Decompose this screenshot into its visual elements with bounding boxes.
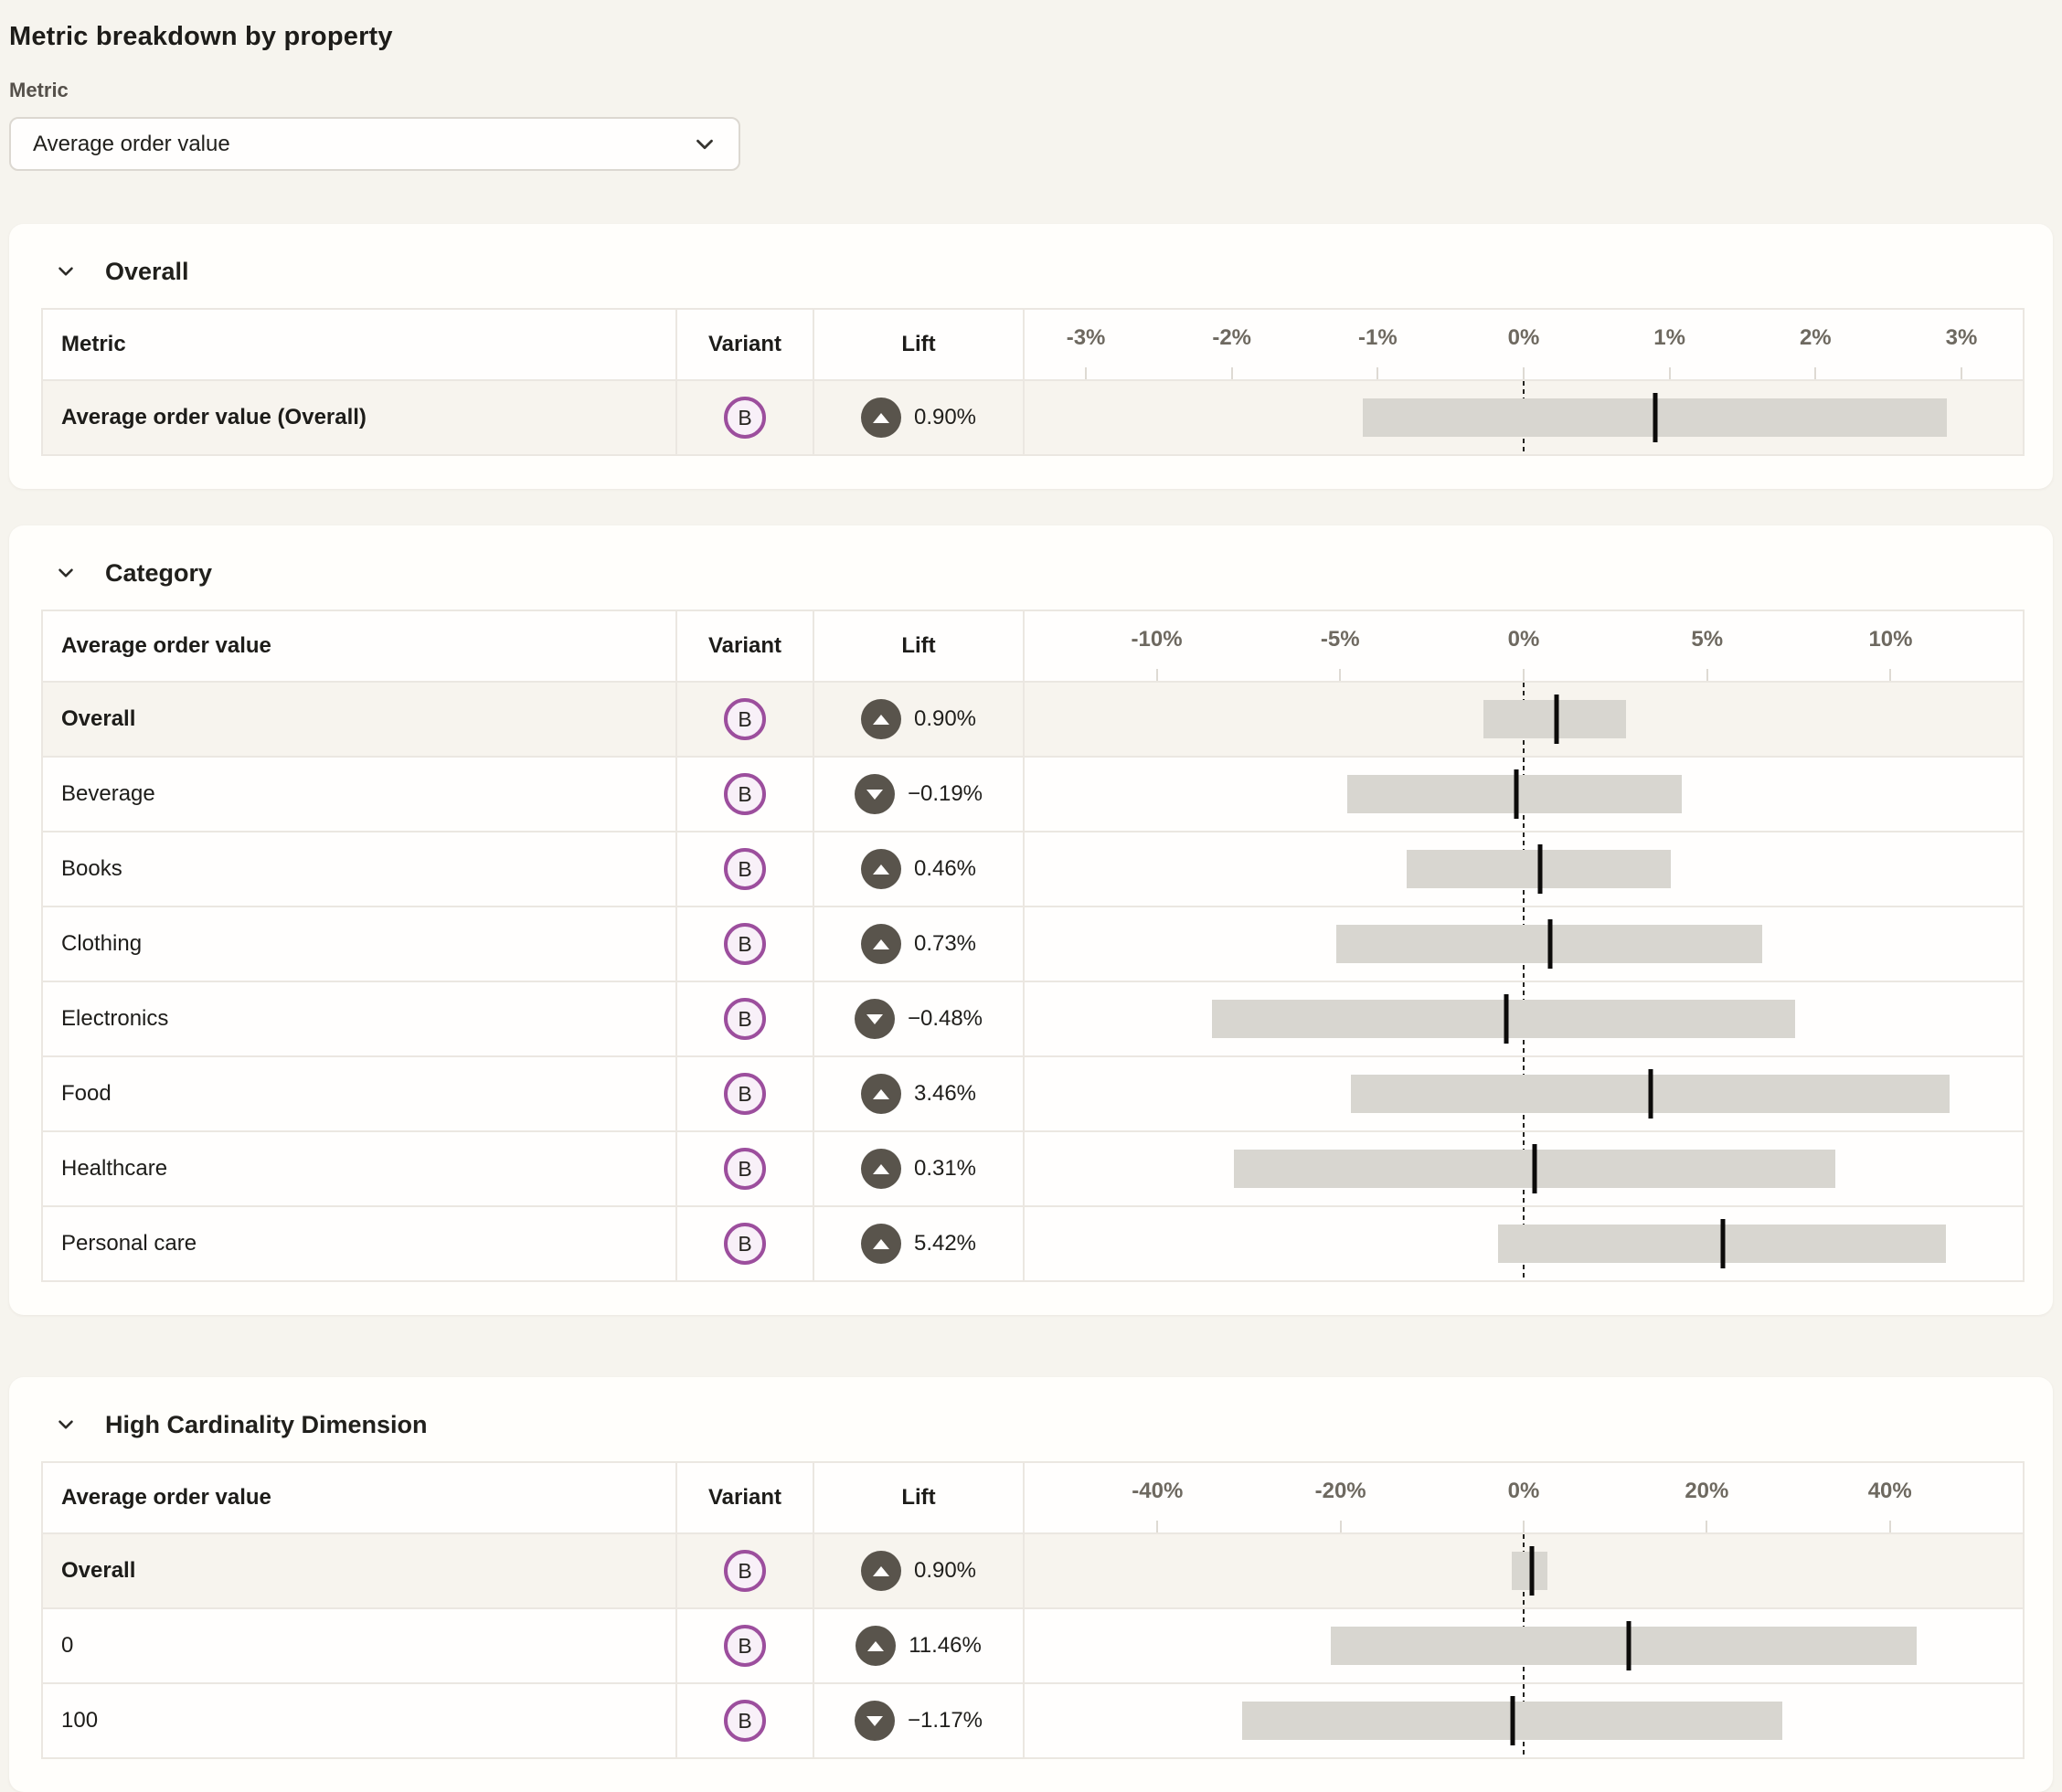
axis-tick-label: 3% bbox=[1945, 325, 1978, 350]
lift-cell bbox=[813, 381, 1023, 454]
variant-badge: B bbox=[724, 848, 766, 890]
ci-chart-cell bbox=[1023, 1207, 2023, 1280]
lift-value: −0.19% bbox=[907, 781, 983, 806]
ci-chart-cell bbox=[1023, 683, 2023, 756]
axis-tick-label: 20% bbox=[1685, 1479, 1729, 1503]
axis-tick-mark bbox=[1889, 1521, 1891, 1532]
variant-cell bbox=[675, 381, 813, 454]
chart-axis-header bbox=[1023, 1463, 2023, 1532]
variant-cell bbox=[675, 683, 813, 756]
table-row bbox=[43, 981, 2023, 1055]
lift-cell bbox=[813, 758, 1023, 831]
estimate-tick bbox=[1626, 1621, 1631, 1670]
axis-tick-mark bbox=[1961, 367, 1962, 379]
lift-up-icon bbox=[861, 1551, 901, 1591]
triangle-up-icon bbox=[873, 939, 889, 949]
lift-cell bbox=[813, 1684, 1023, 1757]
lift-cell bbox=[813, 1609, 1023, 1682]
estimate-tick bbox=[1555, 695, 1559, 744]
table-header-row bbox=[43, 1463, 2023, 1532]
axis-tick-mark bbox=[1340, 1521, 1342, 1532]
variant-cell bbox=[675, 1207, 813, 1280]
variant-badge: B bbox=[724, 1223, 766, 1265]
lift-cell bbox=[813, 1207, 1023, 1280]
metrics-table bbox=[41, 1461, 2025, 1759]
chevron-down-icon[interactable] bbox=[54, 1413, 78, 1437]
column-header-lift: Lift bbox=[813, 1463, 1023, 1532]
chevron-down-icon bbox=[691, 131, 718, 158]
axis-tick-label: -1% bbox=[1358, 325, 1398, 350]
table-header-row bbox=[43, 310, 2023, 379]
axis-tick-label: 2% bbox=[1799, 325, 1832, 350]
triangle-up-icon bbox=[873, 1089, 889, 1099]
section-header-overall[interactable] bbox=[41, 246, 2025, 297]
lift-value: −1.17% bbox=[907, 1708, 983, 1733]
variant-cell bbox=[675, 1684, 813, 1757]
section-card-category bbox=[9, 525, 2053, 1315]
lift-cell bbox=[813, 832, 1023, 906]
section-title: Category bbox=[105, 558, 213, 587]
variant-badge: B bbox=[724, 1073, 766, 1115]
lift-cell bbox=[813, 1057, 1023, 1130]
variant-badge: B bbox=[724, 1700, 766, 1742]
axis-tick-mark bbox=[1706, 1521, 1707, 1532]
ci-chart-cell bbox=[1023, 1057, 2023, 1130]
triangle-up-icon bbox=[867, 1641, 884, 1651]
lift-value: −0.48% bbox=[907, 1006, 983, 1031]
variant-badge: B bbox=[724, 1550, 766, 1592]
triangle-down-icon bbox=[866, 1716, 883, 1726]
triangle-down-icon bbox=[866, 1014, 883, 1024]
lift-up-icon bbox=[861, 1224, 901, 1264]
chevron-down-icon[interactable] bbox=[54, 260, 78, 283]
axis-tick-mark bbox=[1889, 669, 1891, 681]
row-label: Beverage bbox=[61, 781, 155, 806]
row-label: Books bbox=[61, 856, 122, 881]
axis-tick-label: 10% bbox=[1868, 627, 1913, 652]
row-label: Healthcare bbox=[61, 1156, 168, 1181]
ci-chart-cell bbox=[1023, 907, 2023, 981]
metric-select[interactable] bbox=[9, 117, 740, 171]
estimate-tick bbox=[1548, 919, 1553, 969]
estimate-tick bbox=[1720, 1219, 1725, 1268]
lift-cell bbox=[813, 907, 1023, 981]
lift-value: 0.73% bbox=[913, 931, 977, 956]
lift-down-icon bbox=[855, 1701, 895, 1741]
column-header-lift: Lift bbox=[813, 310, 1023, 379]
axis-tick-label: 0% bbox=[1507, 325, 1540, 350]
row-label: Overall bbox=[61, 706, 136, 731]
lift-up-icon bbox=[861, 849, 901, 889]
table-row bbox=[43, 1055, 2023, 1130]
lift-up-icon bbox=[861, 398, 901, 438]
ci-chart-cell bbox=[1023, 1609, 2023, 1682]
axis-tick-mark bbox=[1339, 669, 1341, 681]
triangle-up-icon bbox=[873, 413, 889, 423]
axis-tick-label: -2% bbox=[1212, 325, 1252, 350]
chevron-down-icon[interactable] bbox=[54, 561, 78, 585]
lift-value: 0.90% bbox=[913, 405, 977, 429]
axis-tick-label: -40% bbox=[1132, 1479, 1184, 1503]
axis-tick-mark bbox=[1376, 367, 1378, 379]
triangle-up-icon bbox=[873, 864, 889, 875]
estimate-tick bbox=[1511, 1696, 1515, 1745]
variant-badge: B bbox=[724, 923, 766, 965]
lift-value: 3.46% bbox=[913, 1081, 977, 1106]
section-card-overall bbox=[9, 224, 2053, 489]
lift-down-icon bbox=[855, 999, 895, 1039]
axis-tick-mark bbox=[1523, 1521, 1525, 1532]
column-header-metric: Metric bbox=[61, 332, 126, 356]
estimate-tick bbox=[1530, 1546, 1535, 1596]
row-label: Electronics bbox=[61, 1006, 169, 1031]
column-header-metric: Average order value bbox=[61, 1485, 271, 1510]
triangle-down-icon bbox=[866, 790, 883, 800]
axis-tick-mark bbox=[1814, 367, 1816, 379]
axis-tick-mark bbox=[1523, 367, 1525, 379]
axis-tick-mark bbox=[1706, 669, 1708, 681]
axis-tick-label: 40% bbox=[1867, 1479, 1912, 1503]
axis-tick-label: 0% bbox=[1507, 627, 1540, 652]
estimate-tick bbox=[1533, 1144, 1537, 1193]
row-label: Clothing bbox=[61, 931, 143, 956]
lift-cell bbox=[813, 1534, 1023, 1607]
metric-select-value: Average order value bbox=[33, 131, 230, 156]
estimate-tick bbox=[1653, 393, 1657, 442]
page-title: Metric breakdown by property bbox=[9, 22, 393, 51]
row-label: Average order value (Overall) bbox=[61, 405, 367, 429]
confidence-interval-bar bbox=[1331, 1627, 1917, 1665]
lift-up-icon bbox=[861, 699, 901, 739]
column-header-variant: Variant bbox=[675, 611, 813, 681]
lift-cell bbox=[813, 683, 1023, 756]
table-header-row bbox=[43, 611, 2023, 681]
triangle-up-icon bbox=[873, 715, 889, 725]
ci-chart-cell bbox=[1023, 982, 2023, 1055]
axis-tick-label: 0% bbox=[1507, 1479, 1540, 1503]
metrics-table bbox=[41, 610, 2025, 1282]
variant-cell bbox=[675, 758, 813, 831]
variant-cell bbox=[675, 1132, 813, 1205]
lift-value: 0.90% bbox=[913, 706, 977, 731]
section-header-high-cardinality[interactable] bbox=[41, 1399, 2025, 1450]
column-header-variant: Variant bbox=[675, 310, 813, 379]
section-title: High Cardinality Dimension bbox=[105, 1410, 428, 1438]
axis-tick-mark bbox=[1156, 669, 1158, 681]
triangle-up-icon bbox=[873, 1239, 889, 1249]
lift-up-icon bbox=[861, 1149, 901, 1189]
axis-tick-label: -20% bbox=[1314, 1479, 1366, 1503]
table-row bbox=[43, 1205, 2023, 1280]
variant-badge: B bbox=[724, 1625, 766, 1667]
axis-tick-label: -5% bbox=[1320, 627, 1360, 652]
variant-cell bbox=[675, 1057, 813, 1130]
variant-cell bbox=[675, 1609, 813, 1682]
page-header bbox=[9, 20, 2053, 171]
table-row bbox=[43, 906, 2023, 981]
variant-badge: B bbox=[724, 1148, 766, 1190]
ci-chart-cell bbox=[1023, 832, 2023, 906]
axis-tick-label: 1% bbox=[1653, 325, 1685, 350]
lift-value: 0.31% bbox=[913, 1156, 977, 1181]
table-row bbox=[43, 1130, 2023, 1205]
column-header-metric: Average order value bbox=[61, 633, 271, 658]
triangle-up-icon bbox=[873, 1164, 889, 1174]
estimate-tick bbox=[1504, 994, 1508, 1044]
row-label: Personal care bbox=[61, 1231, 197, 1256]
column-header-variant: Variant bbox=[675, 1463, 813, 1532]
column-header-lift: Lift bbox=[813, 611, 1023, 681]
lift-value: 11.46% bbox=[909, 1633, 982, 1658]
triangle-up-icon bbox=[873, 1566, 889, 1576]
lift-down-icon bbox=[855, 774, 895, 814]
variant-badge: B bbox=[724, 397, 766, 439]
table-row bbox=[43, 1682, 2023, 1757]
variant-cell bbox=[675, 907, 813, 981]
sections-container bbox=[9, 224, 2053, 1792]
axis-tick-mark bbox=[1231, 367, 1233, 379]
table-row bbox=[43, 831, 2023, 906]
row-label: 0 bbox=[61, 1633, 74, 1658]
axis-tick-mark bbox=[1085, 367, 1087, 379]
chart-axis-header bbox=[1023, 310, 2023, 379]
ci-chart-cell bbox=[1023, 1534, 2023, 1607]
section-header-category[interactable] bbox=[41, 547, 2025, 599]
axis-tick-label: -3% bbox=[1066, 325, 1106, 350]
chart-axis-header bbox=[1023, 611, 2023, 681]
axis-tick-label: -10% bbox=[1131, 627, 1183, 652]
lift-value: 0.90% bbox=[913, 1558, 977, 1583]
table-row bbox=[43, 379, 2023, 454]
variant-cell bbox=[675, 982, 813, 1055]
lift-cell bbox=[813, 1132, 1023, 1205]
variant-badge: B bbox=[724, 698, 766, 740]
variant-badge: B bbox=[724, 998, 766, 1040]
ci-chart-cell bbox=[1023, 758, 2023, 831]
section-title: Overall bbox=[105, 257, 189, 285]
table-row bbox=[43, 756, 2023, 831]
axis-tick-mark bbox=[1156, 1521, 1158, 1532]
lift-value: 0.46% bbox=[913, 856, 977, 881]
row-label: 100 bbox=[61, 1708, 99, 1733]
table-row bbox=[43, 1532, 2023, 1607]
estimate-tick bbox=[1538, 844, 1543, 894]
axis-tick-label: 5% bbox=[1691, 627, 1724, 652]
ci-chart-cell bbox=[1023, 381, 2023, 454]
axis-tick-mark bbox=[1669, 367, 1671, 379]
lift-value: 5.42% bbox=[913, 1231, 977, 1256]
estimate-tick bbox=[1648, 1069, 1653, 1119]
variant-cell bbox=[675, 1534, 813, 1607]
variant-cell bbox=[675, 832, 813, 906]
row-label: Overall bbox=[61, 1558, 136, 1583]
lift-up-icon bbox=[861, 1074, 901, 1114]
metrics-table bbox=[41, 308, 2025, 456]
ci-chart-cell bbox=[1023, 1684, 2023, 1757]
variant-badge: B bbox=[724, 773, 766, 815]
lift-cell bbox=[813, 982, 1023, 1055]
table-row bbox=[43, 1607, 2023, 1682]
axis-tick-mark bbox=[1523, 669, 1525, 681]
table-row bbox=[43, 681, 2023, 756]
section-card-high-cardinality bbox=[9, 1377, 2053, 1792]
row-label: Food bbox=[61, 1081, 112, 1106]
lift-up-icon bbox=[861, 924, 901, 964]
estimate-tick bbox=[1515, 769, 1519, 819]
ci-chart-cell bbox=[1023, 1132, 2023, 1205]
metric-field-label: Metric bbox=[9, 79, 69, 101]
lift-up-icon bbox=[856, 1626, 896, 1666]
